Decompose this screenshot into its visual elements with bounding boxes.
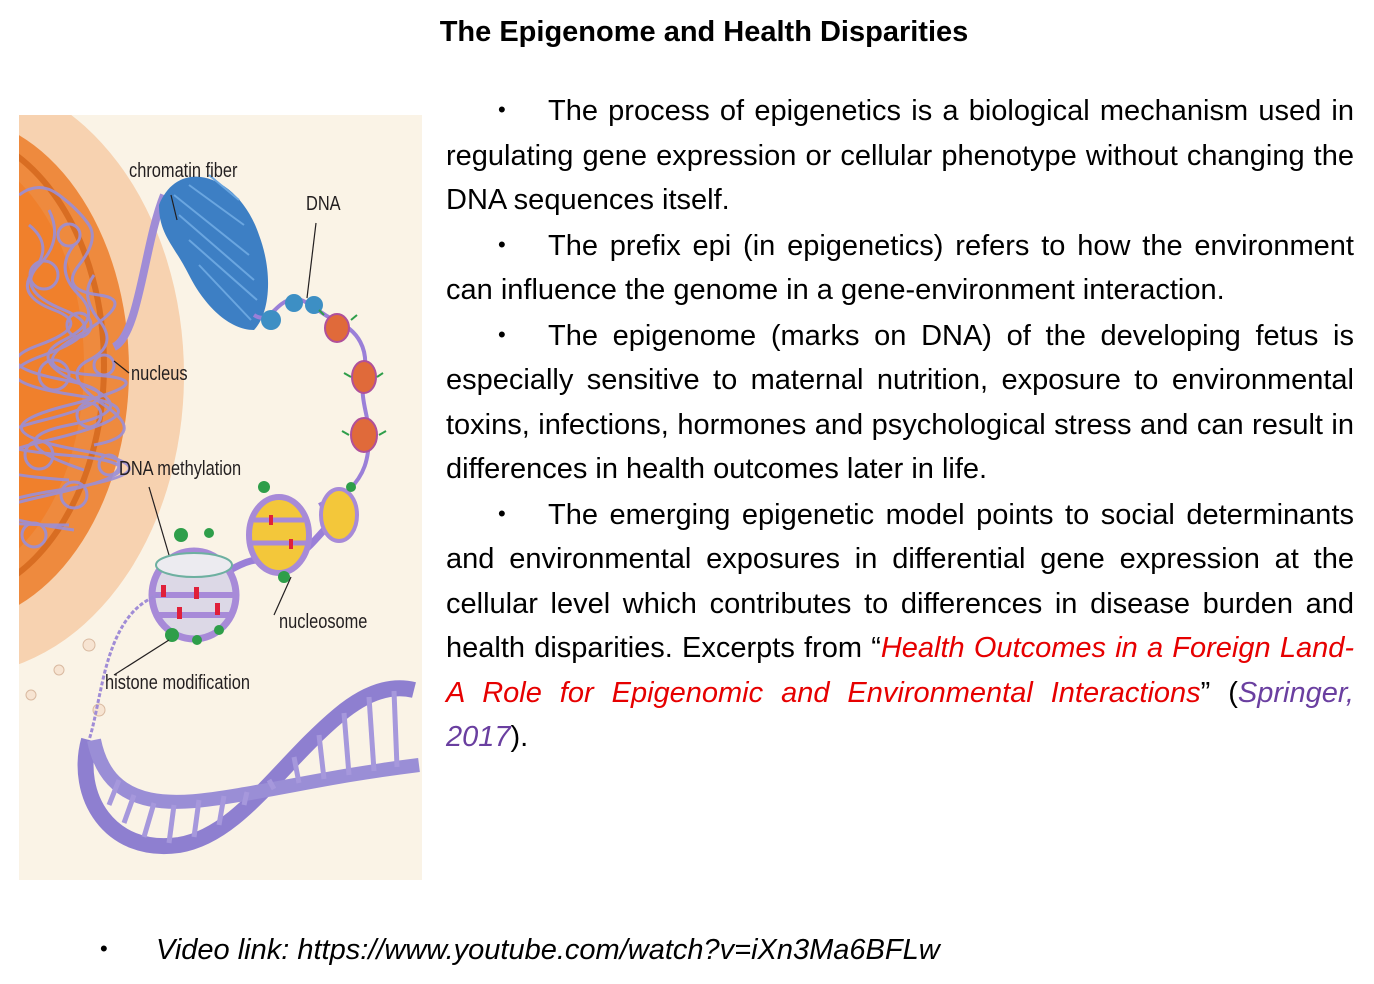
bullet-text: The prefix epi (in epigenetics) refers to how the environment can influence the genome in a gene-environment interaction. [446,229,1354,306]
epigenetics-illustration [19,115,422,880]
citation-punct: ” ( [1200,676,1238,709]
bullet-icon: • [100,936,108,961]
label-nucleus: nucleus [131,363,188,385]
bullet-text: The epigenome (marks on DNA) of the developing fetus is especially sensitive to maternal nutrition, exposure to environmental toxins, infections, hormones and psychological stress and can result in differences in health outcomes later in life. [446,319,1354,485]
bullet-icon: • [498,500,506,526]
bullet-text: The process of epigenetics is a biological mechanism used in regulating gene expression or cellular phenotype without changing the DNA sequences itself. [446,95,1354,216]
page-title: The Epigenome and Health Disparities [439,16,969,48]
bullet-icon: • [498,231,506,257]
label-chromatin-fiber: chromatin fiber [129,160,238,182]
bullet-icon: • [498,97,506,122]
label-dna-methylation: DNA methylation [119,458,242,480]
double-helix-shape [86,688,419,846]
bullet-icon: • [498,321,506,347]
epigenetics-diagram [19,115,422,880]
video-link-item [100,934,940,967]
label-nucleosome: nucleosome [279,611,368,633]
bullet-item [446,223,1354,313]
citation-source: Springer, 2017 [446,676,1354,753]
bullet-item [446,313,1354,492]
citation-closing: ). [510,721,529,753]
bullet-list [446,88,1354,760]
label-histone-modification: histone modification [105,672,250,694]
bullet-text: The emerging epigenetic model points to social determinants and environmental exposures in differential gene expression at the cellular level which contributes to differences in disease burden and health disparities. Excerpts from “ [446,498,1354,664]
bullet-item [446,88,1354,223]
citation-title: Health Outcomes in a Foreign Land- A Role for Epigenomic and Environmental Interactions [446,632,1354,709]
label-dna: DNA [306,193,341,215]
bullet-item [446,492,1354,760]
video-link[interactable]: Video link: https://www.youtube.com/watch?v=iXn3Ma6BFLw [156,934,940,966]
nucleosome-shape [249,481,357,583]
methylated-nucleosome-shape [152,528,236,645]
